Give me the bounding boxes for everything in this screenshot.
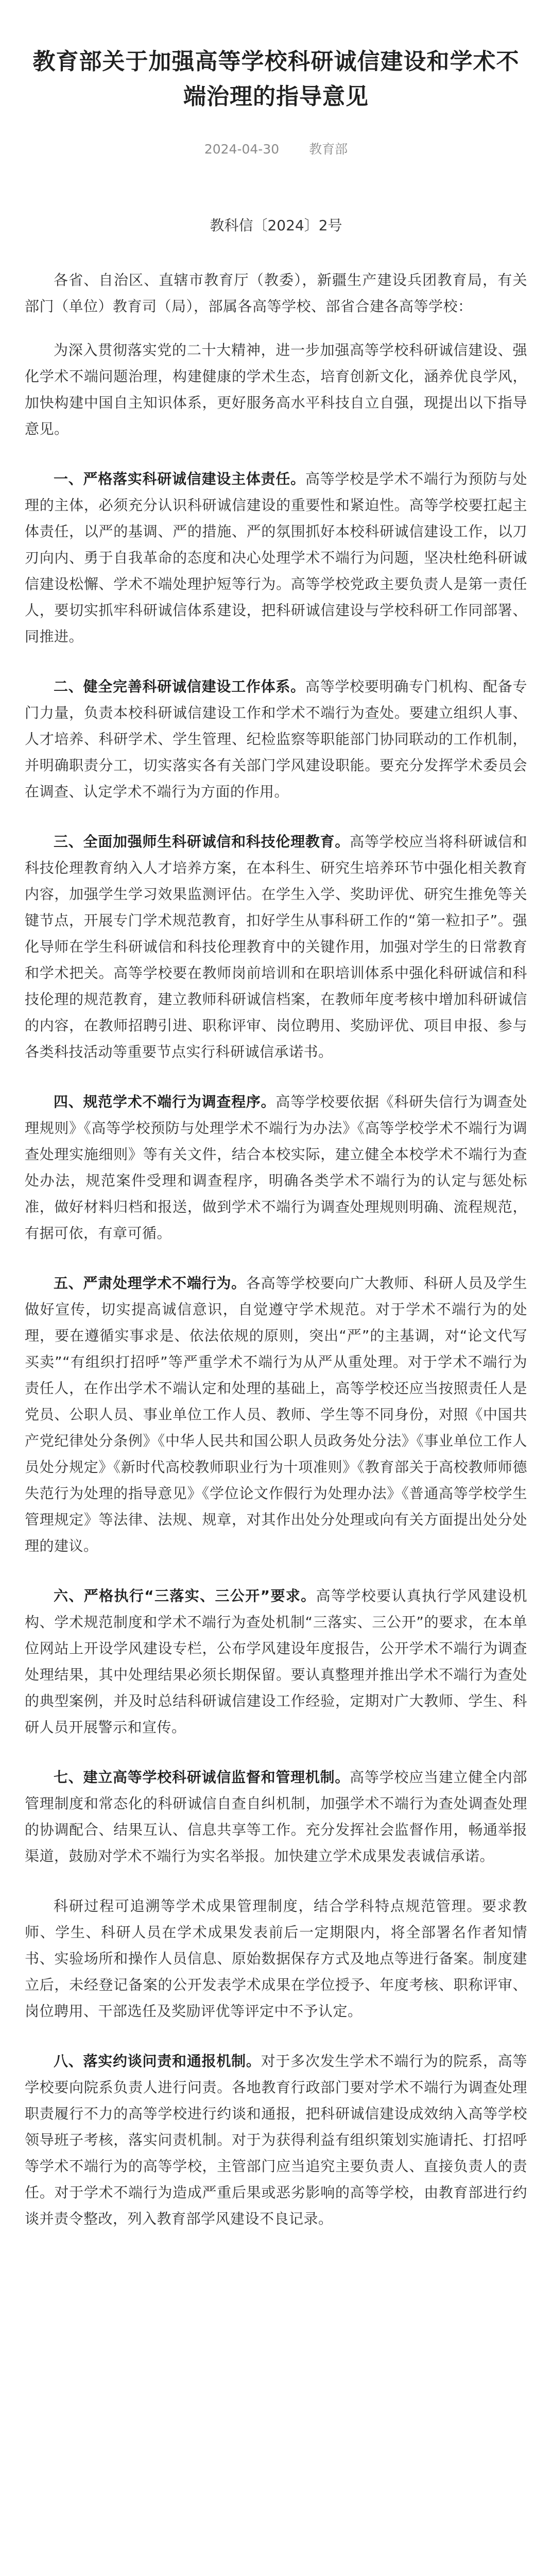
section-heading: 二、健全完善科研诚信建设工作体系。 <box>54 678 305 695</box>
page-title: 教育部关于加强高等学校科研诚信建设和学术不端治理的指导意见 <box>32 48 520 110</box>
section-6 <box>25 1583 527 1740</box>
intro-paragraph: 为深入贯彻落实党的二十大精神，进一步加强高等学校科研诚信建设、强化学术不端问题治理，构建健康的学术生态，培育创新文化，涵养优良学风，加快构建中国自主知识体系，更好服务高水平科技自立自强，现提出以下指导意见。 <box>25 342 527 437</box>
article-meta <box>25 138 527 161</box>
section-8 <box>25 2048 527 2232</box>
publisher-source: 教育部 <box>309 142 348 157</box>
document-number: 教科信〔2024〕2号 <box>210 217 342 234</box>
section-4 <box>25 1089 527 1246</box>
section-body: 高等学校应当建立健全内部管理制度和常态化的科研诚信自查自纠机制，加强学术不端行为查处调查处理的协调配合、结果互认、信息共享等工作。充分发挥社会监督作用，畅通举报渠道，鼓励对学术不端行为实名举报。加快建立学术成果发表诚信承诺。 <box>25 1769 527 1865</box>
section-heading: 八、落实约谈问责和通报机制。 <box>54 2053 261 2070</box>
section-7-continuation: 科研过程可追溯等学术成果管理制度，结合学科特点规范管理。要求教师、学生、科研人员在学术成果发表前后一定期限内，将全部署名作者知情书、实验场所和操作人员信息、原始数据保存方式及地点等进行备案。制度建立后，未经登记备案的公开发表学术成果在学位授予、年度考核、职称评审、岗位聘用、干部选任及奖励评优等评定中不予认定。 <box>25 1897 527 2020</box>
section-heading: 七、建立高等学校科研诚信监督和管理机制。 <box>54 1769 350 1786</box>
section-body: 高等学校是学术不端行为预防与处理的主体，必须充分认识科研诚信建设的重要性和紧迫性。高等学校要扛起主体责任，以严的基调、严的措施、严的氛围抓好本校科研诚信建设工作，以刀刃向内、勇于自我革命的态度和决心处理学术不端行为问题，坚决杜绝科研诚信建设松懈、学术不端处理护短等行为。高等学校党政主要负责人是第一责任人，要切实抓牢科研诚信体系建设，把科研诚信建设与学校科研工作同部署、同推进。 <box>25 470 527 645</box>
section-heading: 五、严肃处理学术不端行为。 <box>54 1275 246 1292</box>
publish-date: 2024-04-30 <box>204 142 280 157</box>
section-body: 高等学校应当将科研诚信和科技伦理教育纳入人才培养方案，在本科生、研究生培养环节中强化相关教育内容，加强学生学习效果监测评估。在学生入学、奖助评优、研究生推免等关键节点，开展专门学术规范教育，扣好学生从事科研工作的“第一粒扣子”。强化导师在学生科研诚信和科技伦理教育中的关键作用，加强对学生的日常教育和学术把关。高等学校要在教师岗前培训和在职培训体系中强化科研诚信和科技伦理的规范教育，建立教师科研诚信档案，在教师年度考核中增加科研诚信的内容，在教师招聘引进、职称评审、岗位聘用、奖励评优、项目申报、参与各类科技活动等重要节点实行科研诚信承诺书。 <box>25 833 527 1060</box>
section-5 <box>25 1270 527 1559</box>
section-heading: 四、规范学术不端行为调查程序。 <box>54 1093 276 1110</box>
section-heading: 一、严格落实科研诚信建设主体责任。 <box>54 470 305 487</box>
section-heading: 六、严格执行“三落实、三公开”要求。 <box>54 1587 316 1604</box>
section-1 <box>25 466 527 650</box>
section-7 <box>25 1764 527 1869</box>
section-body: 高等学校要明确专门机构、配备专门力量，负责本校科研诚信建设工作和学术不端行为查处。要建立组织人事、人才培养、科研学术、学生管理、纪检监察等职能部门协同联动的工作机制，并明确职责分工，切实落实各有关部门学风建设职能。要充分发挥学术委员会在调查、认定学术不端行为方面的作用。 <box>25 678 527 800</box>
section-body: 高等学校要依据《科研失信行为调查处理规则》《高等学校预防与处理学术不端行为办法》《高等学校学术不端行为调查处理实施细则》等有关文件，结合本校实际，建立健全本校学术不端行为查处办法，规范案件受理和调查程序，明确各类学术不端行为的认定与惩处标准，做好材料归档和报送，做到学术不端行为调查处理规则明确、流程规范，有据可依，有章可循。 <box>25 1093 527 1242</box>
section-body: 高等学校要认真执行学风建设机构、学术规范制度和学术不端行为查处机制“三落实、三公开”的要求，在本单位网站上开设学风建设专栏，公布学风建设年度报告，公开学术不端行为调查处理结果，其中处理结果必须长期保留。要认真整理并推出学术不端行为查处的典型案例，并及时总结科研诚信建设工作经验，定期对广大教师、学生、科研人员开展警示和宣传。 <box>25 1587 527 1736</box>
section-3 <box>25 828 527 1065</box>
section-body: 各高等学校要向广大教师、科研人员及学生做好宣传，切实提高诚信意识，自觉遵守学术规范。对于学术不端行为的处理，要在遵循实事求是、依法依规的原则，突出“严”的主基调，对“论文代写买卖”“有组织打招呼”等严重学术不端行为从严从重处理。对于学术不端行为责任人，在作出学术不端认定和处理的基础上，高等学校还应当按照责任人是党员、公职人员、事业单位工作人员、教师、学生等不同身份，对照《中国共产党纪律处分条例》《中华人民共和国公职人员政务处分法》《事业单位工作人员处分规定》《新时代高校教师职业行为十项准则》《教育部关于高校教师师德失范行为处理的指导意见》《学位论文作假行为处理办法》《普通高等学校学生管理规定》等法律、法规、规章，对其作出处分处理或向有关方面提出处分处理的建议。 <box>25 1275 527 1554</box>
section-2 <box>25 673 527 805</box>
section-body: 对于多次发生学术不端行为的院系，高等学校要向院系负责人进行问责。各地教育行政部门要对学术不端行为调查处理职责履行不力的高等学校进行约谈和通报，把科研诚信建设成效纳入高等学校领导班子考核，落实问责机制。对于为获得利益有组织策划实施请托、打招呼等学术不端行为的高等学校，主管部门应当追究主要负责人、直接负责人的责任。对于学术不端行为造成严重后果或恶劣影响的高等学校，由教育部进行约谈并责令整改，列入教育部学风建设不良记录。 <box>25 2053 527 2227</box>
addressee-paragraph: 各省、自治区、直辖市教育厅（教委），新疆生产建设兵团教育局，有关部门（单位）教育司（局），部属各高等学校、部省合建各高等学校： <box>25 272 527 315</box>
section-heading: 三、全面加强师生科研诚信和科技伦理教育。 <box>54 833 350 850</box>
